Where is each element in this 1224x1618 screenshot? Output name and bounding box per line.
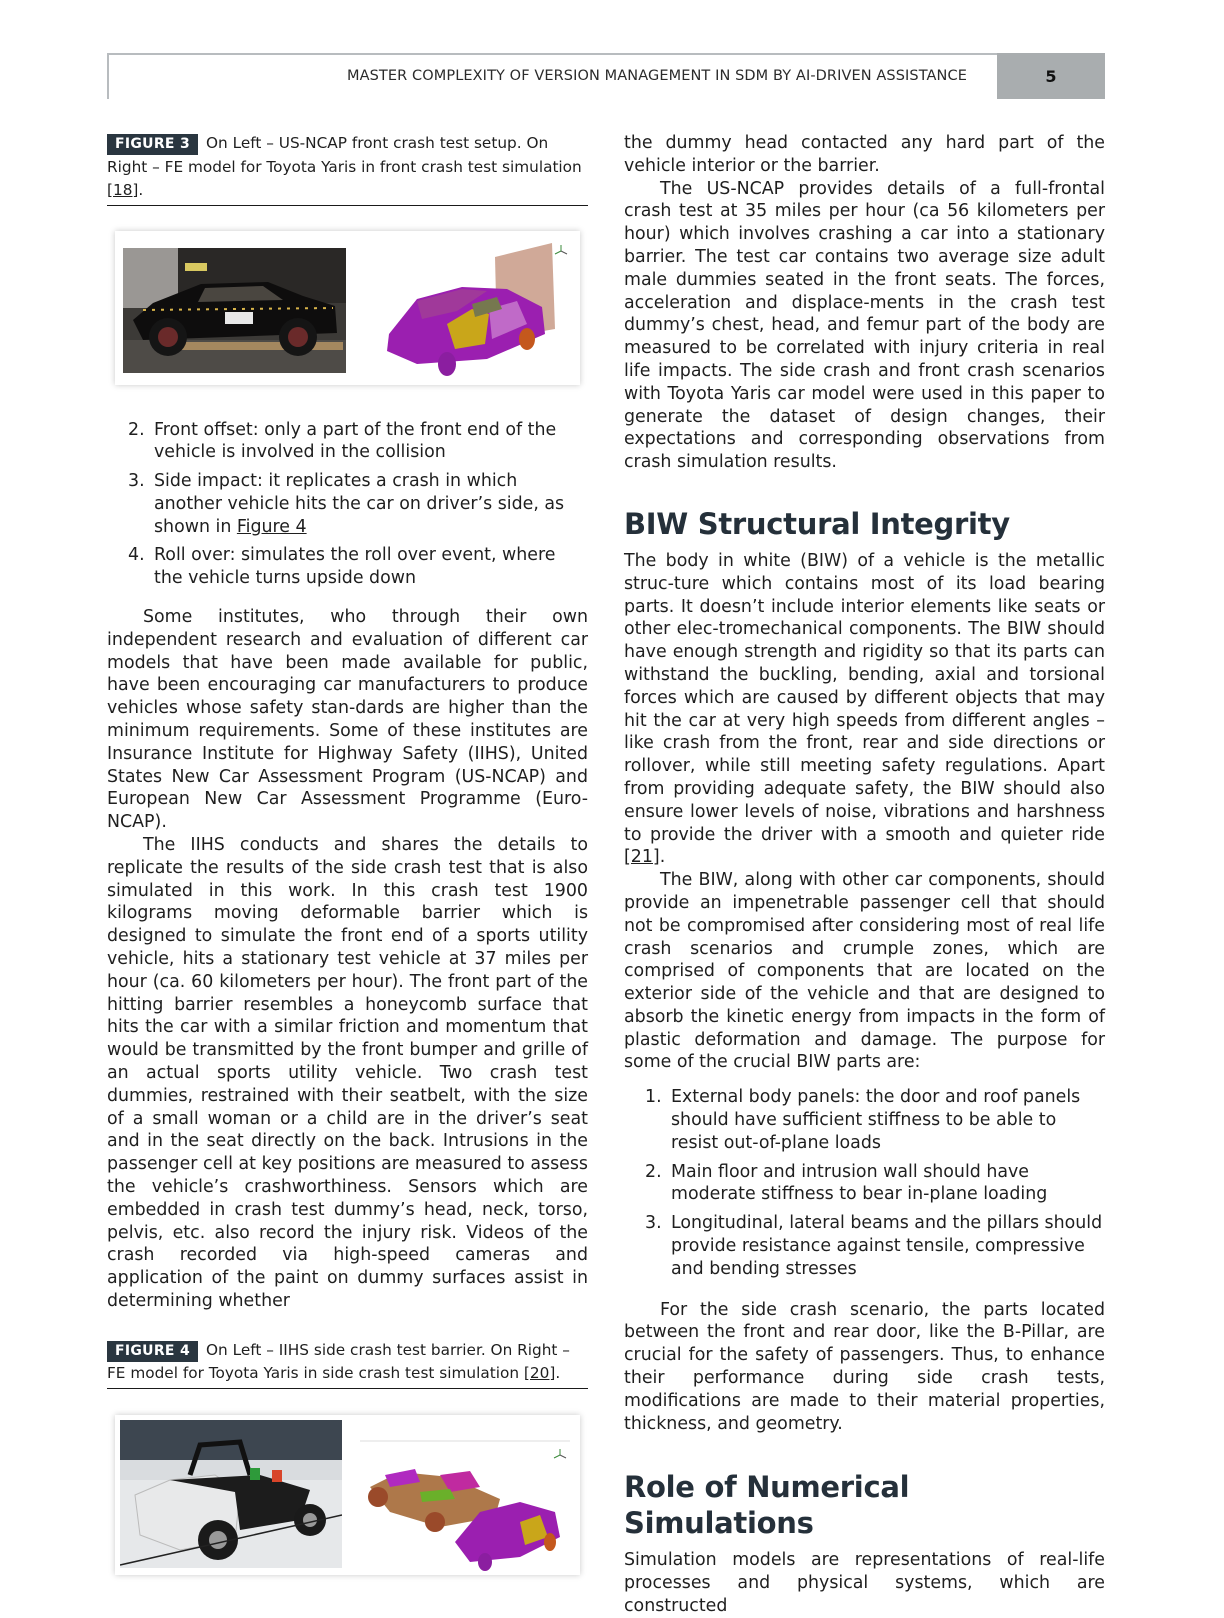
list-number: 2.	[128, 419, 145, 440]
list-item-text: Front offset: only a part of the front end of the vehicle is involved in the collision	[154, 419, 557, 463]
list-item	[624, 1161, 1105, 1207]
list-item-text: External body panels: the door and roof panels should have sufficient stiffness to be able to resist out-of-plane loads	[671, 1087, 1081, 1153]
paragraph-biw-definition	[624, 550, 1105, 869]
figure-3-label: FIGURE 3	[107, 134, 198, 155]
figure-3-caption	[107, 132, 588, 206]
list-item-text: Longitudinal, lateral beams and the pillars should provide resistance against tensile, compressive and bending stresses	[671, 1213, 1103, 1279]
left-column	[107, 132, 588, 1575]
biw-parts-list	[624, 1086, 1105, 1280]
section-heading-biw: BIW Structural Integrity	[624, 506, 1010, 541]
paragraph-text: The body in white (BIW) of a vehicle is the metallic struc-ture which contains most of its load bearing parts. It doesn’t include interior elements like seats or other elec-tromechanical components. The BIW should have enough strength and rigidity so that its parts can withstand the buckling, bending, axial and torsional forces which are caused by different objects that may hit the car at very high speeds from different angles – like crash from the front, rear and side directions or rollover, while still meeting safety regulations. Apart from providing adequate safety, the BIW should also ensure lower levels of noise, vibrations and harshness to provide the driver with a smooth and quieter ride	[624, 550, 1105, 845]
list-item	[107, 470, 588, 538]
list-item	[624, 1086, 1105, 1154]
paragraph-simulation-models: Simulation models are representations of real-life processes and physical systems, which are constructed	[624, 1550, 1105, 1617]
citation-link-21[interactable]: [21]	[624, 847, 660, 868]
paragraph-period: .	[659, 847, 666, 868]
figure-4-link[interactable]: Figure 4	[236, 516, 307, 537]
list-number: 3.	[645, 1213, 662, 1234]
figure-3-caption-text: On Left – US-NCAP front crash test setup. On Right – FE model for Toyota Yaris in front crash test simulation	[107, 134, 582, 176]
side-barrier-photo	[120, 1420, 342, 1568]
paragraph-iihs: The IIHS conducts and shares the details to replicate the results of the side crash test that is also simulated in this work. In this crash test 1900 kilograms moving deformable barrier which is designed to simulate the front end of a sports utility vehicle, hits a stationary test vehicle at 37 miles per hour (ca. 60 kilometers per hour). The front part of the hitting barrier resembles a honeycomb surface that hits the car with a similar friction and momentum that would be transmitted by the front bumper and grille of an actual sports utility vehicle. Two crash test dummies, restrained with their seatbelt, with the size of a small woman or a child are in the driver’s seat and in the seat directly on the back. Intrusions in the passenger cell at key positions are measured to assess the vehicle’s crashworthiness. Sensors which are embedded in crash test dummy’s head, neck, torso, pelvis, etc. also record the injury risk. Videos of the crash recorded via high-speed cameras and application of the paint on dummy surfaces assist in determining whether	[107, 835, 588, 1311]
running-header	[107, 53, 1105, 99]
crash-test-types-list	[107, 419, 588, 591]
citation-link-18[interactable]: [18]	[107, 181, 139, 199]
list-number: 4.	[128, 545, 145, 566]
figure-4-image	[115, 1415, 580, 1575]
figure-4-label: FIGURE 4	[107, 1341, 198, 1362]
list-item	[107, 419, 588, 465]
caption-period: .	[555, 1364, 561, 1383]
paragraph-biw-passenger-cell: The BIW, along with other car components, should provide an impenetrable passenger cell that should not be compromised after considering most of real life crash scenarios and crumple zones, which are comprised of components that are located on the exterior side of the vehicle and that are designed to absorb the kinetic energy from impacts in the form of plastic deformation and damage. The purpose for some of the crucial BIW parts are:	[624, 870, 1105, 1073]
paragraph-institutes: Some institutes, who through their own independent research and evaluation of different car models that have been made available for public, have been encouraging car manufacturers to produce vehicles whose safety stan-dards are higher than the minimum requirements. Some of these institutes are Insurance Institute for Highway Safety (IIHS), United States New Car Assessment Program (US-NCAP) and European New Car Assessment Programme (Euro-NCAP).	[107, 607, 588, 833]
right-column	[624, 132, 1105, 1618]
list-item-text: Side impact: it replicates a crash in which another vehicle hits the car on driver’s side, as shown in	[154, 471, 565, 537]
figure-4-caption-text: On Left – IIHS side crash test barrier. On Right – FE model for Toyota Yaris in side crash test simulation	[107, 1340, 570, 1383]
list-item	[624, 1212, 1105, 1280]
list-number: 2.	[645, 1161, 662, 1182]
page-number: 5	[997, 53, 1105, 99]
fe-model-side-crash	[360, 1427, 575, 1572]
list-number: 3.	[128, 471, 145, 492]
front-crash-photo	[123, 248, 346, 373]
citation-link-20[interactable]: [20]	[523, 1364, 556, 1383]
list-item-text: Main floor and intrusion wall should have moderate stiffness to bear in-plane loading	[671, 1161, 1048, 1205]
paragraph-side-crash: For the side crash scenario, the parts located between the front and rear door, like the B-Pillar, are crucial for the safety of passengers. Thus, to enhance their performance during side crash tests, modifications are made to their material properties, thickness, and geometry.	[624, 1299, 1105, 1434]
list-number: 1.	[645, 1087, 662, 1108]
section-heading-role: Role of Numerical Simulations	[624, 1470, 910, 1541]
paragraph-us-ncap: The US-NCAP provides details of a full-frontal crash test at 35 miles per hour (ca 56 kilometers per hour) which involves crashing a car into a stationary barrier. The test car contains two average size adult male dummies seated in the front seats. The forces, acceleration and displace-ments in the crash test dummy’s chest, head, and femur part of the body are measured to be correlated with injury criteria in real life impacts. The side crash and front crash scenarios with Toyota Yaris car model were used in this paper to generate the dataset of design changes, their expectations and corresponding observations from crash simulation results.	[624, 178, 1105, 473]
paragraph-continued: the dummy head contacted any hard part of the vehicle interior or the barrier.	[624, 133, 1105, 176]
running-title: MASTER COMPLEXITY OF VERSION MANAGEMENT IN SDM BY AI-DRIVEN ASSISTANCE	[346, 68, 967, 84]
caption-period: .	[138, 181, 144, 199]
figure-4-caption	[107, 1339, 588, 1389]
list-item-text: Roll over: simulates the roll over event, where the vehicle turns upside down	[154, 545, 556, 589]
list-item	[107, 544, 588, 590]
figure-3-image	[115, 231, 580, 385]
fe-model-front-crash	[377, 239, 577, 379]
